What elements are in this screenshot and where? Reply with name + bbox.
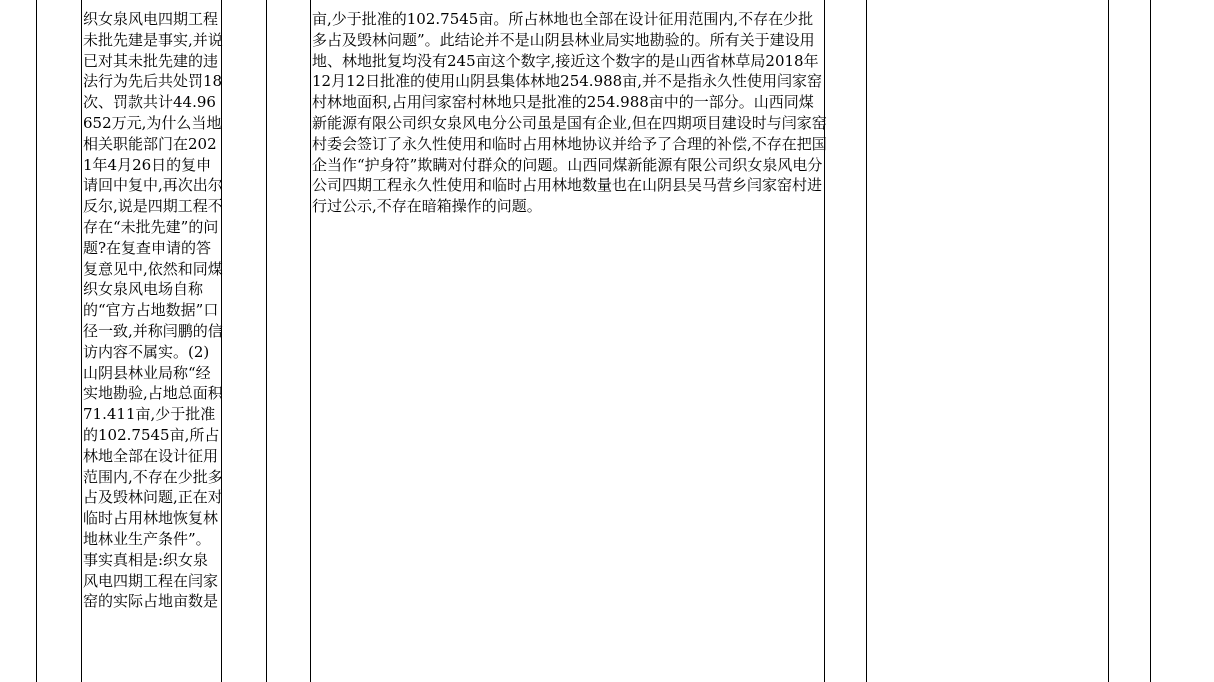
table-border-4 — [266, 0, 267, 682]
table-cell-complaint-text: 织女泉风电四期工程未批先建是事实,并说已对其未批先建的违法行为先后共处罚18次、罚款共计44.96652万元,为什么当地相关职能部门在2021年4月26日的复申请回中复中,再次出尔反尔,说是四期工程不存在“未批先建”的问题?在复查申请的答复意见中,依然和同煤织女泉风电场自称的“官方占地数据”口径一致,并称闫鹏的信访内容不属实。(2)山阴县林业局称“经实地勘验,占地总面积71.411亩,少于批准的102.7545亩,所占林地全部在设计征用范围内,不存在少批多占及毁林问题,正在对临时占用林地恢复林地林业生产条件”。事实真相是:织女泉风电四期工程在闫家窑的实际占地亩数是 — [83, 10, 223, 611]
table-border-1 — [36, 0, 37, 682]
table-border-7 — [866, 0, 867, 682]
table-cell-response-text: 亩,少于批准的102.7545亩。所占林地也全部在设计征用范围内,不存在少批多占及毁林问题”。此结论并不是山阴县林业局实地勘验的。所有关于建设用地、林地批复均没有245亩这个数字,接近这个数字的是山西省林草局2018年12月12日批准的使用山阴县集体林地254.988亩,并不是指永久性使用闫家窑村林地面积,占用闫家窑村林地只是批准的254.988亩中的一部分。山西同煤新能源有限公司织女泉风电分公司虽是国有企业,但在四期项目建设时与闫家窑村委会签订了永久性使用和临时占用林地协议并给予了合理的补偿,不存在把国企当作“护身符”欺瞒对付群众的问题。山西同煤新能源有限公司织女泉风电分公司四期工程永久性使用和临时占用林地数量也在山阴县吴马营乡闫家窑村进行过公示,不存在暗箱操作的问题。 — [312, 10, 827, 216]
table-border-2 — [81, 0, 82, 682]
table-border-9 — [1150, 0, 1151, 682]
table-border-5 — [310, 0, 311, 682]
table-border-8 — [1108, 0, 1109, 682]
